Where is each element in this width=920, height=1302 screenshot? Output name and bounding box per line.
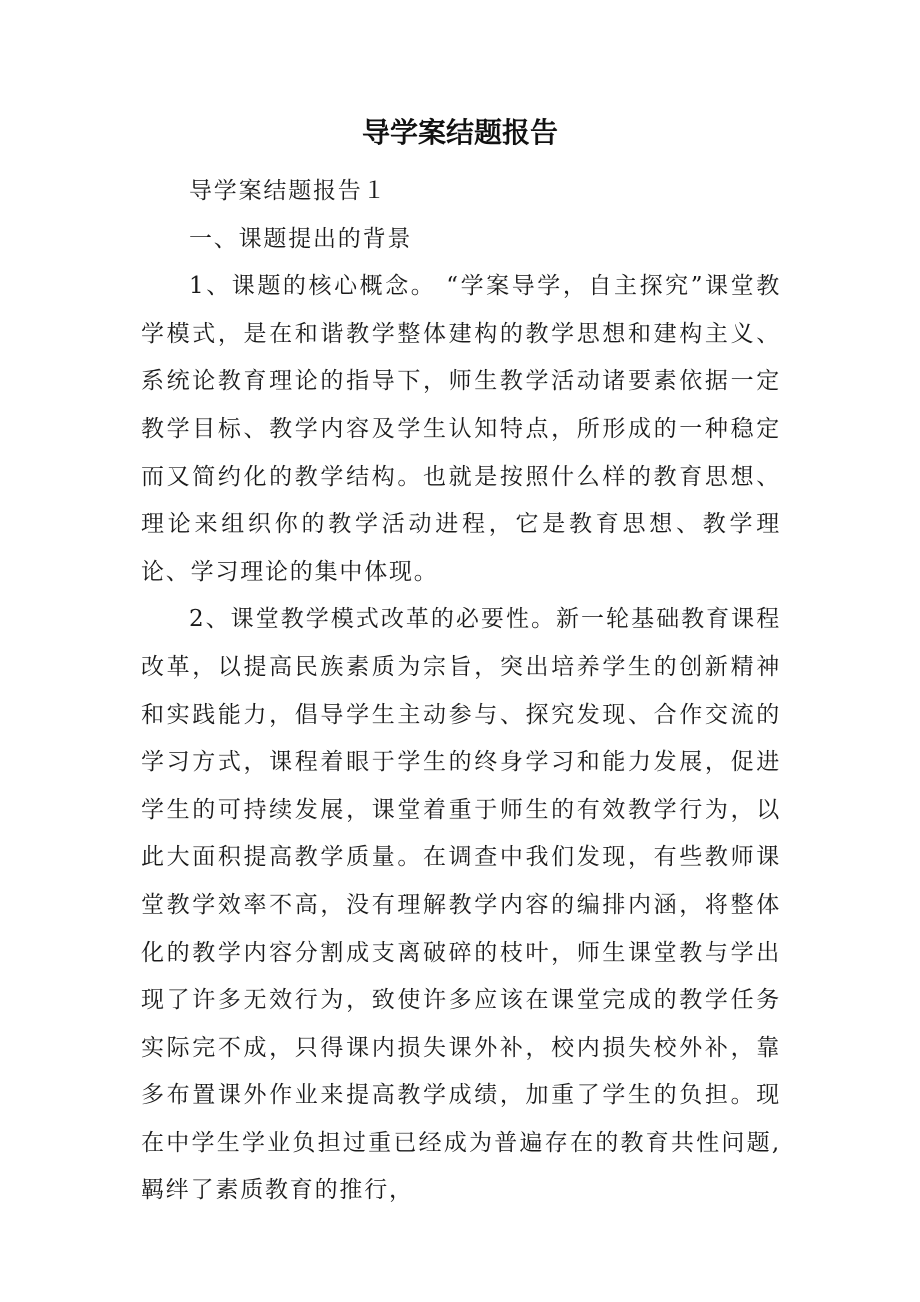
document-subtitle: 导学案结题报告１ <box>189 178 388 204</box>
document-title: 导学案结题报告 <box>361 116 558 149</box>
paragraph-core-concept: 1、课题的核心概念。 “学案导学，自主探究”课堂教学模式，是在和谐教学整体建构的教学思想和建构主义、系统论教育理论的指导下，师生教学活动诸要素依据一定教学目标、教学内容及学生认知特点，所形成的一种稳定而又简约化的教学结构。也就是按照什么样的教育思想、理论来组织你的教学活动进程，它是教育思想、教学理论、学习理论的集中体现。 <box>141 273 781 585</box>
paragraph-reform-necessity: 2、课堂教学模式改革的必要性。新一轮基础教育课程改革，以提高民族素质为宗旨，突出培养学生的创新精神和实践能力，倡导学生主动参与、探究发现、合作交流的学习方式，课程着眼于学生的终身学习和能力发展，促进学生的可持续发展，课堂着重于师生的有效教学行为，以此大面积提高教学质量。在调查中我们发现，有些教师课堂教学效率不高，没有理解教学内容的编排内涵，将整体化的教学内容分割成支离破碎的枝叶，师生课堂教与学出现了许多无效行为，致使许多应该在课堂完成的教学任务实际完不成，只得课内损失课外补，校内损失校外补，靠多布置课外作业来提高教学成绩，加重了学生的负担。现在中学生学业负担过重已经成为普遍存在的教育共性问题,羁绊了素质教育的推行， <box>141 606 781 1204</box>
document-body <box>141 168 781 1215</box>
section-heading: 一、课题提出的背景 <box>189 225 413 252</box>
